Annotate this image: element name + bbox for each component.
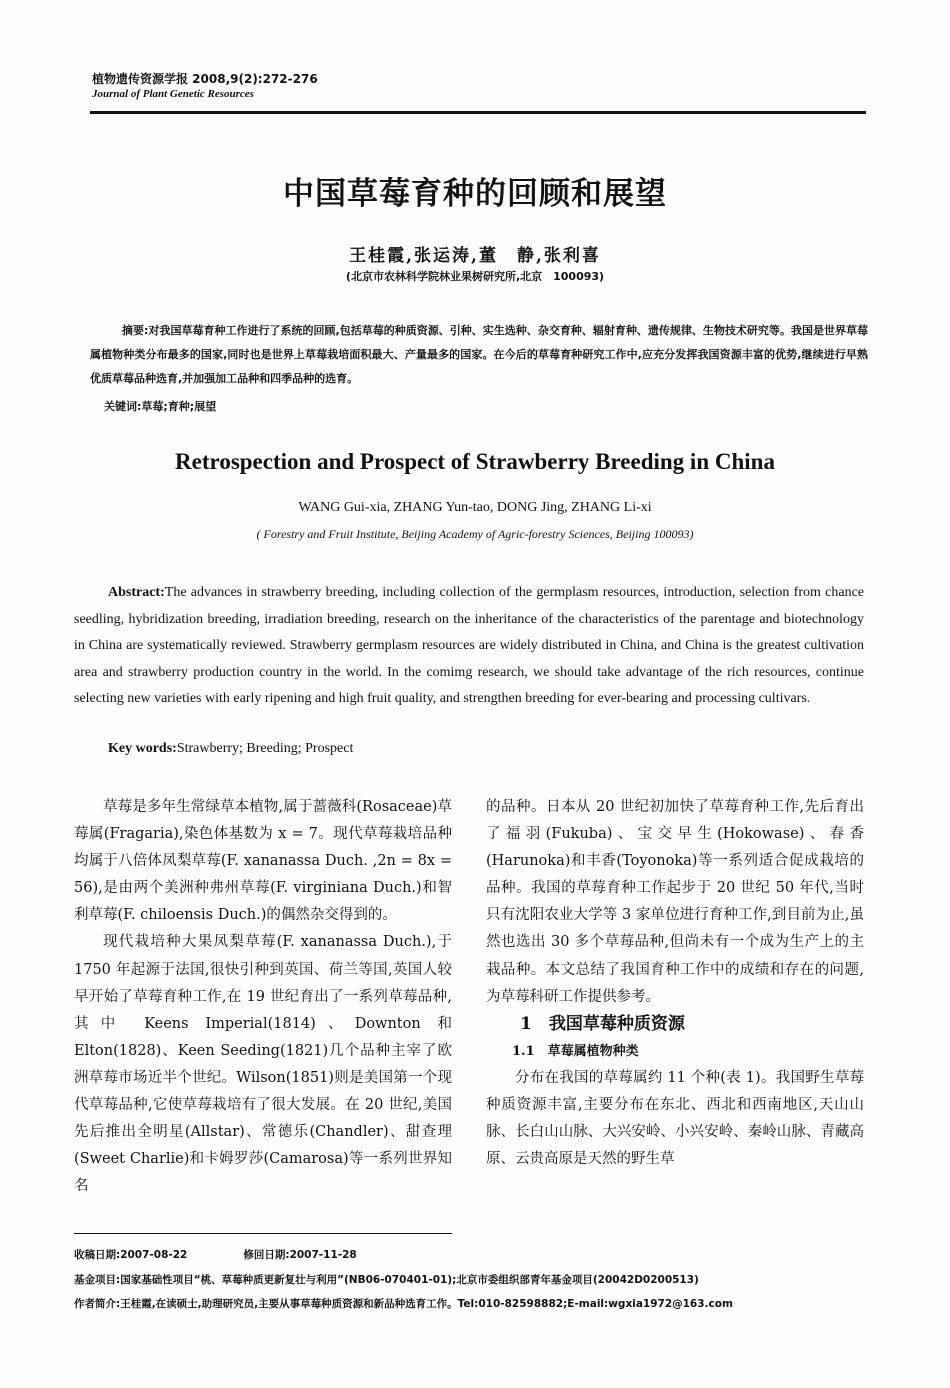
cn-abstract-text: 对我国草莓育种工作进行了系统的回顾,包括草莓的种质资源、引种、实生选种、杂交育种、辐射育种、遗传规律、生物技术研究等。我国是世界草莓属植物种类分布最多的国家,同时也是世界上草莓栽培面积最大、产量最多的国家。在今后的草莓育种研究工作中,应充分发挥我国资源丰富的优势,继续进行早熟优质草莓品种选育,并加强加工品种和四季品种的选育。	[90, 324, 868, 385]
journal-header-en: Journal of Plant Genetic Resources	[92, 88, 254, 100]
en-abstract	[74, 580, 864, 713]
subsection-heading: 1.1 草莓属植物种类	[512, 1043, 639, 1059]
en-authors: WANG Gui-xia, ZHANG Yun-tao, DONG Jing, ZHANG Li-xi	[298, 500, 652, 515]
en-abstract-label: Abstract:	[108, 585, 165, 600]
footnote-fund: 基金项目:国家基础性项目“桃、草莓种质更新复壮与利用”(NB06-070401-01);北京市委组织部青年基金项目(20042D0200513)	[74, 1274, 699, 1286]
en-affiliation: ( Forestry and Fruit Institute, Beijing Academy of Agric-forestry Sciences, Beijing 100093)	[256, 527, 694, 541]
footnote-rule	[74, 1233, 452, 1234]
cn-keywords-text: 草莓;育种;展望	[141, 400, 217, 413]
cn-keywords	[104, 398, 216, 414]
body-paragraph: 的品种。日本从 20 世纪初加快了草莓育种工作,先后育出了福羽(Fukuba)、宝交早生(Hokowase)、春香(Harunoka)和丰香(Toyonoka)等一系列适合促成栽培的品种。我国的草莓育种工作起步于 20 世纪 50 年代,当时只有沈阳农业大学等 3 家单位进行育种工作,到目前为止,虽然也选出 30 多个草莓品种,但尚未有一个成为生产上的主栽品种。本文总结了我国育种工作中的成绩和存在的问题,为草莓科研工作提供参考。	[486, 799, 864, 1005]
body-paragraph: 草莓是多年生常绿草本植物,属于蔷薇科(Rosaceae)草莓属(Fragaria),染色体基数为 x = 7。现代草莓栽培品种均属于八倍体凤梨草莓(F. xananassa Duch. ,2n = 8x = 56),是由两个美洲种弗州草莓(F. virginiana Duch.)和智利草莓(F. chiloensis Duch.)的偶然杂交得到的。	[74, 799, 452, 924]
cn-keywords-label: 关键词:	[104, 400, 142, 413]
cn-abstract-label: 摘要:	[122, 324, 149, 337]
en-title: Retrospection and Prospect of Strawberry Breeding in China	[175, 449, 775, 474]
footnote-author: 作者简介:王桂霞,在读硕士,助理研究员,主要从事草莓种质资源和新品种选育工作。Tel:010-82598882;E-mail:wgxia1972@163.com	[74, 1298, 733, 1310]
section-heading: 1 我国草莓种质资源	[520, 1013, 685, 1034]
cn-title: 中国草莓育种的回顾和展望	[283, 176, 667, 212]
body-left-column	[74, 794, 452, 1200]
en-keywords-label: Key words:	[108, 741, 177, 756]
footnote-revised: 修回日期:2007-11-28	[243, 1249, 357, 1261]
footnote-dates	[74, 1247, 357, 1262]
en-keywords-text: Strawberry; Breeding; Prospect	[176, 741, 354, 756]
header-rule	[90, 111, 866, 114]
cn-affiliation: (北京市农林科学院林业果树研究所,北京 100093)	[345, 270, 605, 283]
journal-header-cn: 植物遗传资源学报 2008,9(2):272-276	[92, 72, 318, 86]
en-keywords	[108, 741, 353, 757]
en-abstract-text: The advances in strawberry breeding, including collection of the germplasm resources, introduction, selection from chance seedling, hybridization breeding, irradiation breeding, research on the inheritance of the characteristics of the parentage and biotechnology in China are systematically reviewed. Strawberry germplasm resources are widely distributed in China, and China is the greatest cultivation area and strawberry production country in the world. In the comimg research, we should take advantage of the rich resources, continue selecting new varieties with early ripening and high fruit quality, and strengthen breeding for ever-bearing and processing cultivars.	[74, 585, 864, 706]
cn-abstract	[90, 319, 868, 391]
body-paragraph: 现代栽培种大果凤梨草莓(F. xananassa Duch.),于 1750 年起源于法国,很快引种到英国、荷兰等国,英国人较早开始了草莓育种工作,在 19 世纪育出了一系列草莓品种,其中 Keens Imperial(1814)、Downton 和 Elton(1828)、Keen Seeding(1821)几个品种主宰了欧洲草莓市场近半个世纪。Wilson(1851)则是美国第一个现代草莓品种,它使草莓栽培有了很大发展。在 20 世纪,美国先后推出全明星(Allstar)、常德乐(Chandler)、甜查理(Sweet Charlie)和卡姆罗莎(Camarosa)等一系列世界知名	[74, 934, 452, 1195]
cn-authors: 王桂霞,张运涛,董 静,张利喜	[349, 246, 601, 266]
footnote-received: 收稿日期:2007-08-22	[74, 1249, 188, 1261]
body-paragraph: 分布在我国的草莓属约 11 个种(表 1)。我国野生草莓种质资源丰富,主要分布在东北、西北和西南地区,天山山脉、长白山山脉、大兴安岭、小兴安岭、秦岭山脉、青藏高原、云贵高原是天然的野生草	[486, 1069, 864, 1168]
body-right-column	[486, 794, 864, 1173]
